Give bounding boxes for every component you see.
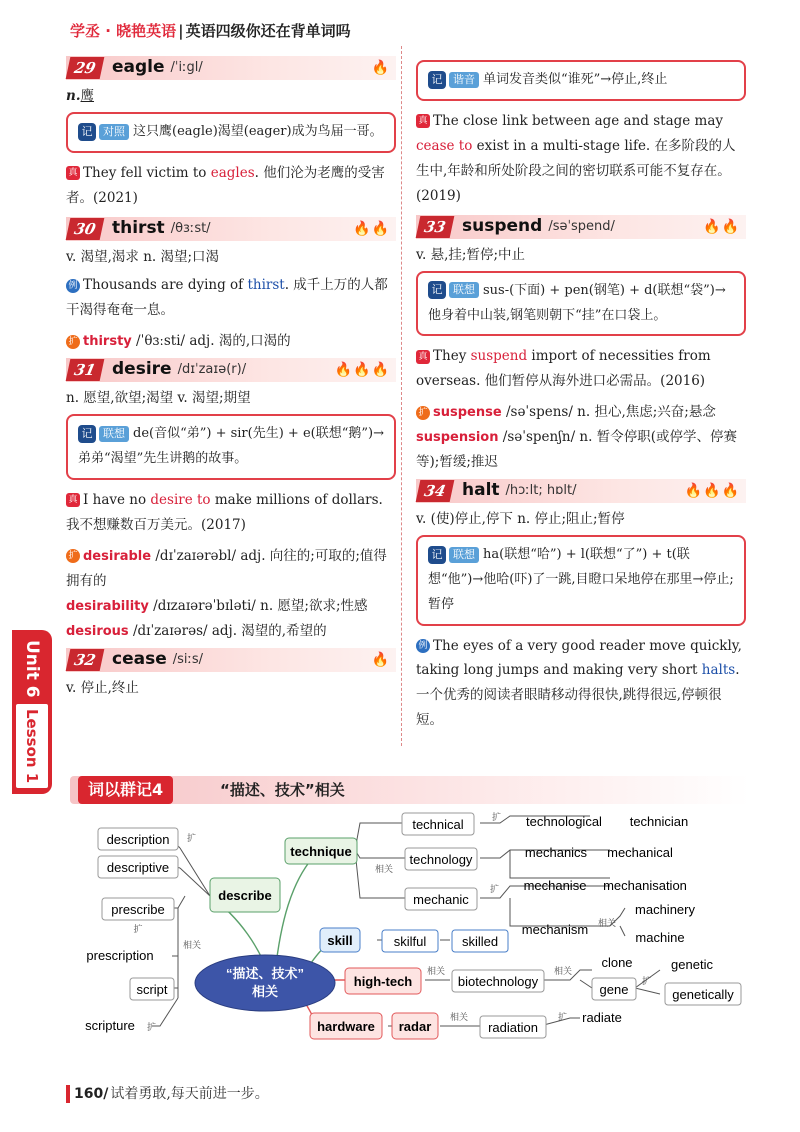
phonetic: /səˈspend/ [548, 218, 615, 234]
phonetic: /siːs/ [172, 652, 204, 668]
memory-tip-box [66, 414, 396, 479]
node-hardware: hardware [317, 1019, 375, 1034]
brand: 学丞 · 晓艳英语 [70, 22, 177, 40]
example-sentence [416, 109, 746, 209]
headword: eagle [112, 57, 165, 78]
extension-icon: 扩 [66, 335, 80, 349]
node-technology: technology [409, 852, 473, 867]
tag-ext: 扩 [492, 812, 502, 822]
headword: suspend [462, 215, 543, 236]
tag-ext: 扩 [147, 1022, 157, 1032]
example-text: I have no [83, 491, 151, 508]
node-radar: radar [398, 1019, 432, 1034]
word-number: 31 [66, 359, 105, 381]
phonetic: /dɪˈzaɪə(r)/ [177, 362, 247, 378]
example-translation: import of necessities from overseas. 他们暂停从海外进口必需品。(2016) [416, 348, 711, 390]
derivative [66, 619, 396, 644]
phonetic: /hɔːlt; hɒlt/ [505, 483, 577, 499]
word-number: 30 [66, 218, 105, 240]
real-exam-icon: 真 [66, 166, 80, 180]
phonetic: /ˈiːgl/ [170, 60, 203, 76]
example-translation: . 他们沦为老鹰的受害者。(2021) [66, 164, 385, 206]
tag-ext: 扩 [133, 924, 143, 934]
node-mechanisation: mechanisation [603, 878, 687, 893]
word-group-title: 词以群记4 [78, 776, 173, 804]
frequency-flame-icon: 🔥🔥 [353, 220, 390, 237]
tip-text: 这只鹰(eagle)渴望(eager)成为鸟届一哥。 [133, 124, 383, 140]
example-translation: . 成千上万的人都干渴得奄奄一息。 [66, 277, 388, 319]
example-translation: make millions of dollars. 我不想赚数百万美元。(2017) [66, 491, 383, 533]
node-script: script [136, 982, 168, 997]
example-text: They fell victim to [83, 164, 211, 181]
real-exam-icon: 真 [416, 350, 430, 364]
tag-ext: 扩 [558, 1012, 568, 1022]
example-text: They [433, 348, 471, 365]
tip-icon: 记 [428, 71, 446, 89]
frequency-flame-icon: 🔥 [371, 60, 390, 76]
word-group-subtitle: “描述、技术”相关 [220, 781, 345, 799]
node-technological: technological [526, 814, 602, 829]
tag-rel: 相关 [375, 864, 394, 874]
memory-tip-box [66, 112, 396, 153]
derivative-meaning: /dɪˈzaɪərəs/ adj. 渴望的,希望的 [128, 622, 327, 639]
extension-icon: 扩 [66, 549, 80, 563]
phonetic: /θɜːst/ [170, 221, 211, 237]
example-sentence [416, 344, 746, 394]
footer-motto: 试着勇敢,每天前进一步。 [110, 1086, 269, 1102]
word-header-suspend [416, 215, 746, 239]
derivative-word: suspense [433, 405, 502, 421]
node-radiate: radiate [582, 1010, 622, 1025]
tag-rel: 相关 [183, 940, 202, 950]
tip-text: 单词发音类似“谁死”→停止,终止 [483, 72, 668, 87]
page-number: 160/ [74, 1086, 109, 1102]
node-mechanism: mechanism [521, 922, 589, 937]
node-machinery: machinery [635, 902, 695, 917]
headword: cease [112, 649, 167, 670]
definition [66, 86, 396, 106]
extension-icon: 扩 [416, 406, 430, 420]
derivative-meaning: /səˈspenʃn/ n. 暂令停职(或停学、停赛等);暂缓;推迟 [416, 429, 737, 471]
center-label-1: “描述、技术” [225, 966, 305, 981]
word-number: 33 [416, 216, 455, 238]
node-prescription: prescription [86, 948, 154, 963]
real-exam-icon: 真 [416, 114, 430, 128]
example-text: Thousands are dying of [83, 277, 248, 294]
derivative-meaning: /dɪzaɪərəˈbɪləti/ n. 愿望;欲求;性感 [148, 597, 368, 614]
memory-tip-box [416, 271, 746, 336]
derivative [416, 400, 746, 425]
tip-tag: 谐音 [449, 72, 479, 88]
example-keyword: suspend [470, 348, 528, 365]
example-icon: 例 [66, 279, 80, 293]
node-description: description [106, 832, 170, 847]
node-mechanics: mechanics [524, 845, 588, 860]
tag-ext: 扩 [490, 884, 500, 894]
example-keyword: eagles [210, 164, 255, 181]
word-header-cease [66, 648, 396, 672]
derivative [66, 544, 396, 594]
word-header-desire [66, 358, 396, 382]
tip-icon: 记 [78, 123, 96, 141]
memory-tip-box [416, 535, 746, 625]
node-scripture: scripture [85, 1018, 135, 1033]
derivative-meaning: /dɪˈzaɪərəbl/ adj. 向往的;可取的;值得拥有的 [66, 547, 387, 589]
column-divider [401, 46, 402, 746]
meaning: 鹰 [80, 88, 95, 104]
derivative-word: suspension [416, 430, 499, 446]
example-text: The close link between age and stage may [433, 112, 724, 129]
node-mechanise: mechanise [523, 878, 587, 893]
tag-rel: 相关 [598, 918, 617, 928]
unit-side-tab [12, 630, 52, 794]
page-header [70, 20, 351, 43]
lesson-label: Lesson 1 [16, 704, 48, 788]
tip-icon: 记 [78, 425, 96, 443]
memory-tip-box [416, 60, 746, 101]
word-number: 34 [416, 480, 455, 502]
derivative [66, 329, 396, 354]
derivative-word: desirous [66, 623, 129, 639]
example-keyword: thirst [247, 277, 285, 294]
tip-icon: 记 [428, 546, 446, 564]
definition: v. (使)停止,停下 n. 停止;阻止;暂停 [416, 511, 625, 528]
real-exam-icon: 真 [66, 493, 80, 507]
derivative [416, 425, 746, 475]
word-number: 29 [66, 57, 105, 79]
frequency-flame-icon: 🔥 [371, 651, 390, 668]
word-group-header [70, 776, 750, 804]
example-translation: . 一个优秀的阅读者眼睛移动得很快,跳得很远,停顿很短。 [416, 662, 740, 729]
page-footer [66, 1084, 269, 1105]
node-mechanical: mechanical [607, 845, 673, 860]
tag-rel: 相关 [450, 1012, 469, 1022]
node-genetically: genetically [672, 987, 734, 1002]
node-machine: machine [635, 930, 685, 945]
tip-text: sus-(下面) + pen(钢笔) + d(联想“袋”)→他身着中山装,钢笔则朝下“挂”在口袋上。 [428, 282, 726, 323]
example-keyword: desire to [150, 491, 211, 508]
center-label-2: 相关 [251, 984, 279, 999]
word-number: 32 [66, 649, 105, 671]
tag-ext: 扩 [187, 833, 197, 843]
node-skilful: skilful [393, 934, 427, 949]
node-technician: technician [629, 814, 689, 829]
center-node [195, 955, 335, 1011]
frequency-flame-icon: 🔥🔥 [703, 218, 740, 235]
derivative-word: thirsty [83, 334, 132, 350]
node-skill: skill [327, 933, 353, 948]
node-clone: clone [601, 955, 633, 970]
derivative-word: desirability [66, 598, 149, 614]
node-radiation: radiation [488, 1020, 538, 1035]
unit-label: Unit 6 [22, 640, 42, 698]
node-skilled: skilled [461, 934, 499, 949]
derivative-meaning: /ˈθɜːsti/ adj. 渴的,口渴的 [131, 333, 291, 350]
example-keyword: cease to [416, 137, 473, 154]
mind-map [70, 808, 750, 1048]
header-subtitle: 英语四级你还在背单词吗 [185, 22, 351, 40]
tip-tag: 对照 [99, 124, 129, 140]
right-column [416, 52, 746, 739]
node-genetic: genetic [671, 957, 713, 972]
footer-accent [66, 1085, 70, 1103]
example-keyword: halts [701, 662, 736, 679]
tag-rel: 相关 [427, 966, 446, 976]
example-sentence [66, 273, 396, 323]
example-sentence [66, 488, 396, 538]
derivative-word: desirable [83, 548, 152, 564]
example-text: The eyes of a very good reader move quickly, taking long jumps and making very short [416, 637, 742, 679]
word-header-halt [416, 479, 746, 503]
header-separator: | [178, 22, 184, 40]
word-header-thirst [66, 217, 396, 241]
tip-text: ha(联想“哈”) + l(联想“了”) + t(联想“他”)→他哈(吓)了一跳,目瞪口呆地停在那里→停止;暂停 [428, 547, 734, 612]
pos-label: n. [66, 88, 81, 104]
node-technical: technical [412, 817, 464, 832]
left-column [66, 52, 396, 704]
node-describe: describe [218, 888, 272, 903]
derivative [66, 594, 396, 619]
example-icon: 例 [416, 639, 430, 653]
headword: desire [112, 359, 172, 380]
tip-tag: 联想 [449, 547, 479, 563]
tip-tag: 联想 [99, 426, 129, 442]
node-prescribe: prescribe [111, 902, 165, 917]
node-biotechnology: biotechnology [457, 974, 539, 989]
tip-icon: 记 [428, 281, 446, 299]
node-technique: technique [290, 844, 352, 859]
example-sentence [66, 161, 396, 211]
tip-tag: 联想 [449, 282, 479, 298]
tag-ext: 扩 [642, 976, 652, 986]
node-hightech: high-tech [353, 974, 413, 989]
example-translation: exist in a multi-stage life. 在多阶段的人生中,年龄和所处阶段之间的密切联系可能不复存在。(2019) [416, 137, 736, 204]
tag-rel: 相关 [554, 966, 573, 976]
headword: halt [462, 480, 500, 501]
definition: v. 悬,挂;暂停;中止 [416, 246, 525, 263]
node-gene: gene [599, 982, 629, 997]
frequency-flame-icon: 🔥🔥🔥 [684, 483, 740, 500]
example-sentence [416, 634, 746, 734]
node-mechanic: mechanic [413, 892, 469, 907]
word-header-eagle [66, 56, 396, 80]
derivative-meaning: /səˈspens/ n. 担心,焦虑;兴奋;悬念 [501, 404, 716, 421]
tip-text: de(音似“弟”) + sir(先生) + e(联想“鹅”)→弟弟“渴望”先生讲鹅的故事。 [78, 426, 384, 467]
headword: thirst [112, 218, 165, 239]
definition: v. 停止,终止 [66, 679, 139, 696]
definition: v. 渴望,渴求 n. 渴望;口渴 [66, 248, 220, 265]
definition: n. 愿望,欲望;渴望 v. 渴望;期望 [66, 390, 251, 407]
frequency-flame-icon: 🔥🔥🔥 [334, 362, 390, 379]
node-descriptive: descriptive [106, 860, 170, 875]
